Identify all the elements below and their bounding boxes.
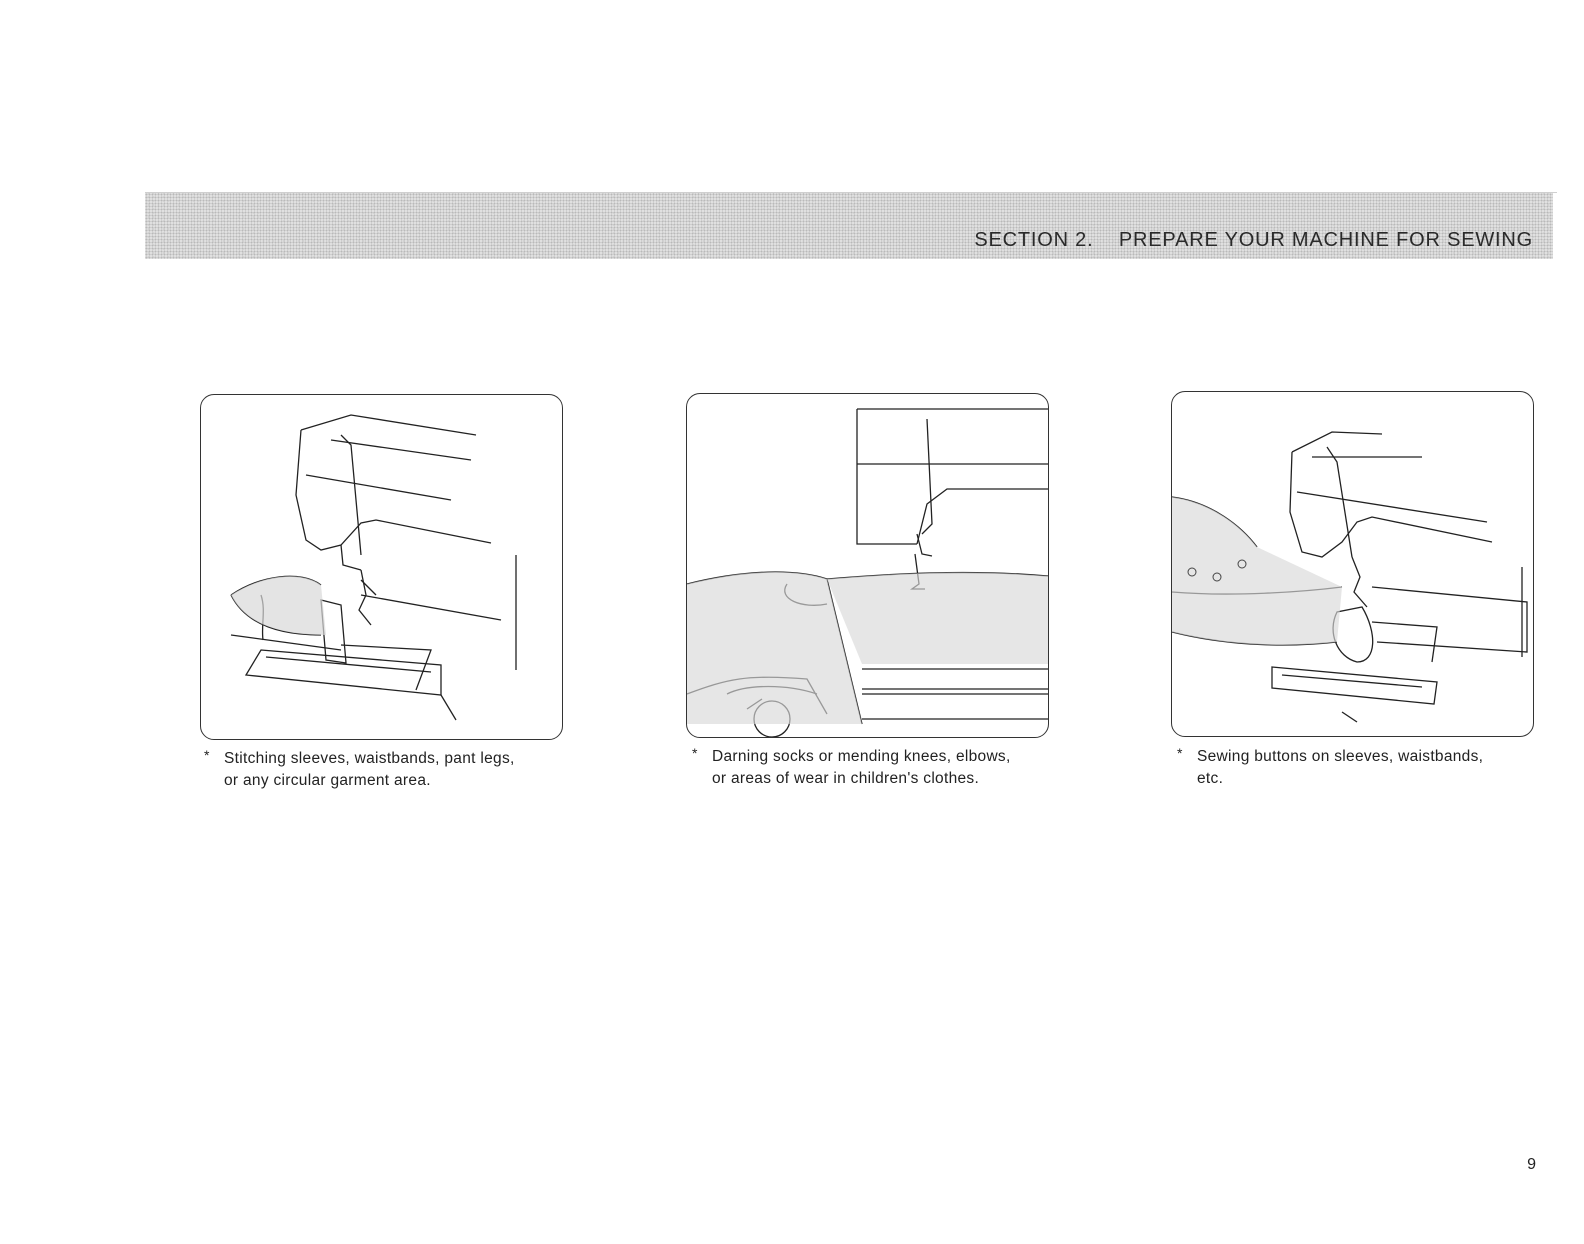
illustration-buttons xyxy=(1171,391,1534,737)
caption-figure-3 xyxy=(1177,745,1537,790)
sewing-machine-buttons-drawing xyxy=(1172,392,1533,736)
page-number: 9 xyxy=(1527,1156,1536,1173)
section-header-band xyxy=(145,192,1557,259)
header-edge xyxy=(1553,193,1557,259)
section-title: SECTION 2. PREPARE YOUR MACHINE FOR SEWING xyxy=(974,229,1533,251)
caption-figure-1 xyxy=(204,747,564,792)
bullet-asterisk: * xyxy=(204,747,210,763)
bullet-asterisk: * xyxy=(692,745,698,761)
caption-line: Sewing buttons on sleeves, waistbands, xyxy=(1197,748,1484,765)
caption-line: or areas of wear in children's clothes. xyxy=(712,770,980,787)
sewing-machine-sleeve-drawing xyxy=(201,395,562,739)
caption-line: etc. xyxy=(1197,770,1224,787)
illustration-darning xyxy=(686,393,1049,738)
caption-line: or any circular garment area. xyxy=(224,772,431,789)
caption-line: Darning socks or mending knees, elbows, xyxy=(712,748,1011,765)
caption-figure-2 xyxy=(692,745,1052,790)
caption-line: Stitching sleeves, waistbands, pant legs, xyxy=(224,750,515,767)
sewing-machine-darning-drawing xyxy=(687,394,1048,737)
bullet-asterisk: * xyxy=(1177,745,1183,761)
illustration-sleeve-stitching xyxy=(200,394,563,740)
